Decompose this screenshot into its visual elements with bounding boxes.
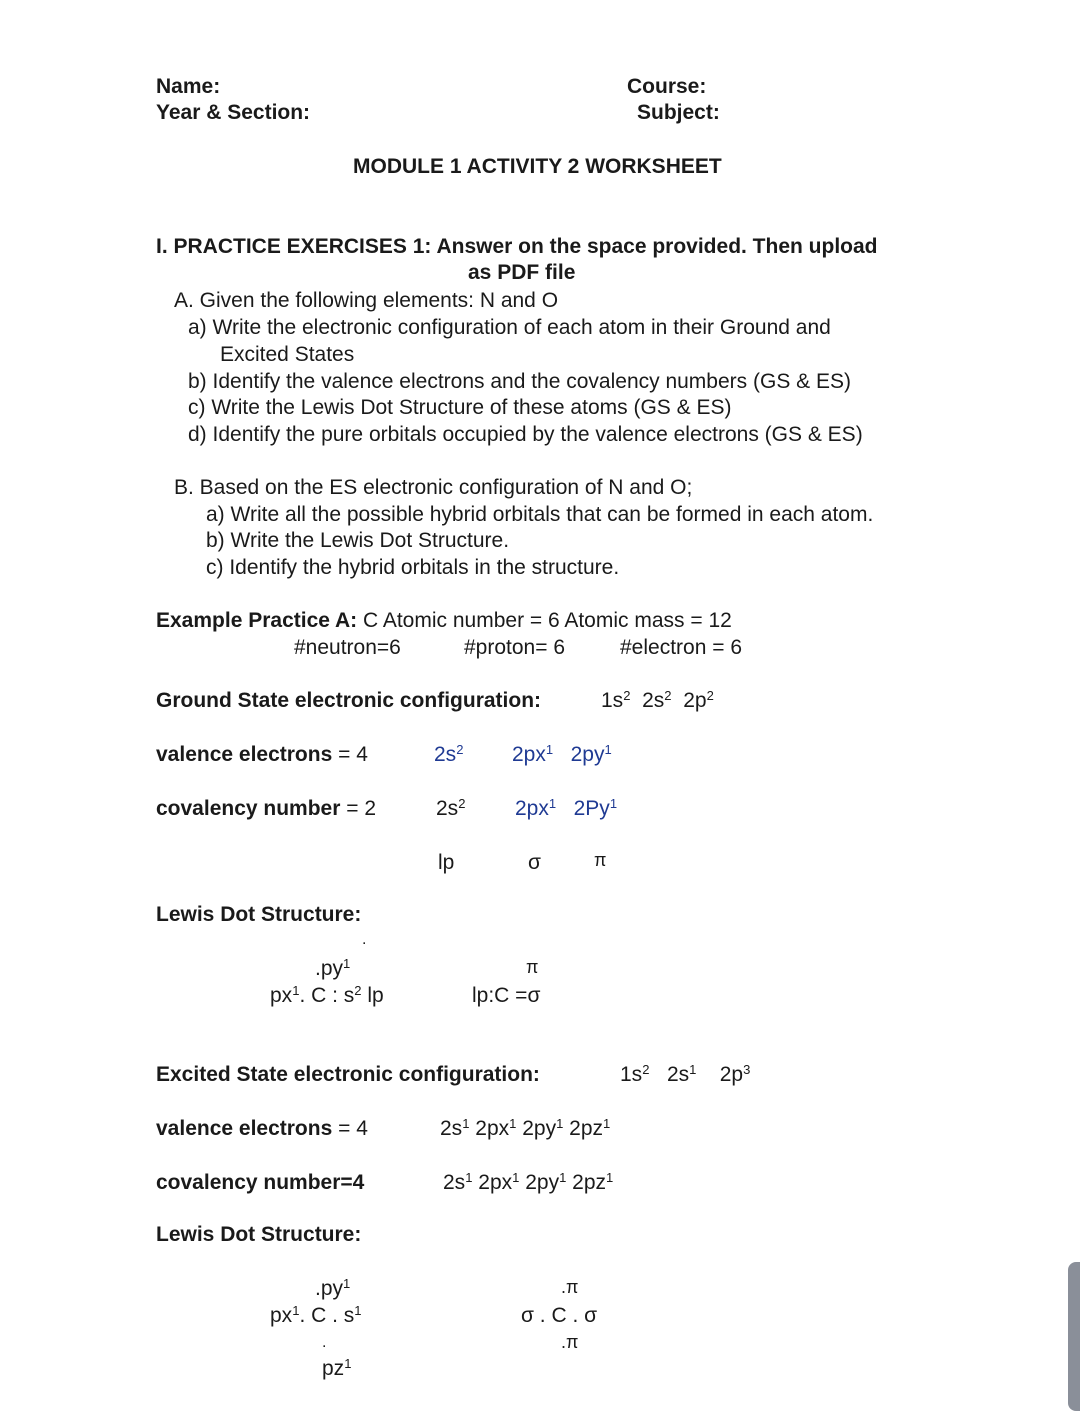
gs-covalency-2p: $2px^1$ 2Py$^1$ bbox=[515, 795, 618, 820]
es-lewis-right-top: .π bbox=[561, 1277, 579, 1297]
section1-heading-cont: as PDF file bbox=[468, 261, 576, 284]
example-neutron: #neutron=6 bbox=[294, 636, 401, 659]
es-covalency-label: covalency number=4 bbox=[156, 1171, 365, 1194]
example-label: Example Practice A: bbox=[156, 609, 358, 632]
es-valence-label: valence electrons bbox=[156, 1117, 333, 1140]
gs-covalency-label: covalency number bbox=[156, 797, 341, 820]
example-line1 bbox=[156, 608, 732, 633]
partA-item-c: c) Write the Lewis Dot Structure of these atoms (GS & ES) bbox=[188, 396, 732, 419]
gs-lewis-left: $px^1$. C : $s^2$ lp bbox=[270, 982, 384, 1007]
es-valence-value: = 4 bbox=[338, 1117, 368, 1140]
example-electron: #electron = 6 bbox=[620, 636, 743, 659]
es-lewis-right-bot: .π bbox=[561, 1332, 579, 1352]
gs-lewis-right-pi: π bbox=[526, 957, 539, 977]
gs-valence-row bbox=[156, 742, 368, 767]
example-proton: #proton= 6 bbox=[464, 636, 566, 659]
gs-bond-pi: π bbox=[594, 850, 607, 870]
partA-item-a: a) Write the electronic configuration of each atom in their Ground and bbox=[188, 316, 831, 339]
gs-config-value: $1s^2$ $2s^2$ $2p^2$ bbox=[601, 687, 714, 712]
course-label: Course: bbox=[627, 75, 707, 98]
gs-config-label: Ground State electronic configuration: bbox=[156, 689, 542, 712]
partA-intro: A. Given the following elements: N and O bbox=[174, 289, 559, 312]
page-title: MODULE 1 ACTIVITY 2 WORKSHEET bbox=[353, 155, 722, 178]
scrollbar[interactable] bbox=[1068, 1262, 1080, 1411]
name-label: Name: bbox=[156, 75, 221, 98]
gs-lewis-right: lp:C =σ bbox=[472, 984, 541, 1007]
partB-intro: B. Based on the ES electronic configuration of N and O; bbox=[174, 476, 693, 499]
es-lewis-right-mid: σ . C . σ bbox=[521, 1304, 598, 1327]
section1-heading: I. PRACTICE EXERCISES 1: Answer on the space provided. Then upload bbox=[156, 235, 878, 258]
partB-item-c: c) Identify the hybrid orbitals in the structure. bbox=[206, 556, 620, 579]
example-atomic-info: C Atomic number = 6 Atomic mass = 12 bbox=[363, 609, 732, 632]
gs-lewis-label: Lewis Dot Structure: bbox=[156, 903, 362, 926]
es-config-value: $1s^2$ $2s^1$ $2p^3$ bbox=[620, 1061, 751, 1086]
es-lewis-left: $px^1$. C . $s^1$ bbox=[270, 1302, 362, 1327]
es-valence-row bbox=[156, 1116, 368, 1141]
partA-item-d: d) Identify the pure orbitals occupied by the valence electrons (GS & ES) bbox=[188, 423, 863, 446]
es-covalency-orbitals: $2s^1$ $2px^1$ $2py^1$ $2pz^1$ bbox=[443, 1169, 614, 1194]
gs-valence-2p: $2px^1$ $2py^1$ bbox=[512, 741, 612, 766]
partB-item-b: b) Write the Lewis Dot Structure. bbox=[206, 529, 510, 552]
gs-covalency-2s: $2s^2$ bbox=[436, 795, 466, 820]
es-lewis-label: Lewis Dot Structure: bbox=[156, 1223, 362, 1246]
partA-item-b: b) Identify the valence electrons and the covalency numbers (GS & ES) bbox=[188, 370, 852, 393]
gs-bond-sigma: σ bbox=[528, 851, 541, 874]
es-config-label: Excited State electronic configuration: bbox=[156, 1063, 540, 1086]
gs-valence-value: = 4 bbox=[338, 743, 368, 766]
es-lewis-pz: $pz^1$ bbox=[322, 1355, 352, 1380]
partB-item-a: a) Write all the possible hybrid orbitals that can be formed in each atom. bbox=[206, 503, 874, 526]
gs-covalency-row bbox=[156, 796, 376, 821]
subject-label: Subject: bbox=[637, 101, 720, 124]
es-valence-orbitals: $2s^1$ $2px^1$ $2py^1$ $2pz^1$ bbox=[440, 1115, 611, 1140]
gs-bond-lp: lp bbox=[438, 851, 455, 874]
gs-lewis-py: $.py^1$ bbox=[315, 955, 351, 980]
gs-valence-label: valence electrons bbox=[156, 743, 333, 766]
year-section-label: Year & Section: bbox=[156, 101, 311, 124]
gs-lewis-dot: . bbox=[362, 931, 367, 948]
gs-valence-2s: $2s^2$ bbox=[434, 741, 464, 766]
partA-item-a-cont: Excited States bbox=[220, 343, 355, 366]
es-lewis-dot: . bbox=[322, 1334, 327, 1351]
es-lewis-py: $.py^1$ bbox=[315, 1275, 351, 1300]
gs-covalency-value: = 2 bbox=[346, 797, 377, 820]
